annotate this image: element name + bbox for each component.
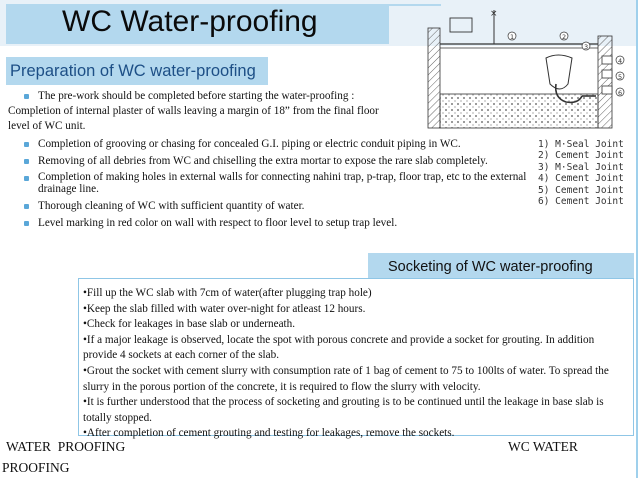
diagram-label-6: 6 bbox=[618, 89, 623, 97]
diagram-label-4: 4 bbox=[618, 57, 623, 65]
socket-step: •If a major leakage is observed, locate the spot with porous concrete and provide a socket for grouting. In addition provide 4 sockets at each corner of the slab. bbox=[83, 333, 595, 362]
joint-item: 2) Cement Joint bbox=[538, 150, 624, 162]
svg-text:×: × bbox=[490, 9, 498, 19]
joint-item: 3) M·Seal Joint bbox=[538, 161, 624, 173]
footer-wrap: PROOFING bbox=[2, 460, 70, 475]
slide-title: WC Water-proofing bbox=[62, 5, 318, 38]
socket-step: •It is further understood that the process of socketing and grouting is to be continued until the leakage in base slab is totally stopped. bbox=[83, 396, 604, 424]
cistern bbox=[450, 18, 472, 32]
diagram-label-3: 3 bbox=[584, 43, 589, 51]
socket-step: •After completion of cement grouting and testing for leakages, remove the sockets. bbox=[83, 427, 455, 440]
bullet-item: Level marking in red color on wall with respect to floor level to setup trap level. bbox=[8, 216, 528, 231]
socket-step: •Fill up the WC slab with 7cm of water(after plugging trap hole) bbox=[83, 287, 372, 299]
bullet-item: Completion of making holes in external walls for connecting nahini trap, p-trap, floor trap, etc to the external drainage line. bbox=[8, 171, 528, 197]
joint-item: 6) Cement Joint bbox=[538, 196, 624, 208]
footer-left: WATER PROOFING bbox=[6, 439, 126, 454]
plaster-line: Completion of internal plaster of walls leaving a margin of 18” from the final floor bbox=[8, 105, 379, 118]
socket-step: •Check for leakages in base slab or underneath. bbox=[83, 318, 296, 331]
diagram-label-1: 1 bbox=[510, 33, 515, 41]
section-subtitle: Preparation of WC water-proofing bbox=[10, 62, 256, 80]
socket-step: •Grout the socket with cement slurry with consumption rate of 1 bag of cement to 75 to 100lts of water. To spread the slurry in the porous portion of the concrete, it is required to flow the slurry with velocity. bbox=[83, 364, 609, 393]
socketing-heading: Socketing of WC water-proofing bbox=[388, 259, 593, 275]
diagram-label-5: 5 bbox=[618, 73, 623, 81]
intro-bullet: The pre-work should be completed before starting the water-proofing : bbox=[8, 89, 528, 104]
plaster-line-cont: level of WC unit. bbox=[8, 120, 86, 133]
joint-item: 1) M·Seal Joint bbox=[538, 139, 624, 150]
footer-right: WC WATER bbox=[508, 439, 578, 454]
right-wall bbox=[598, 36, 612, 128]
joint-item: 5) Cement Joint bbox=[538, 184, 624, 196]
joint-item: 4) Cement Joint bbox=[538, 173, 624, 185]
socketing-body bbox=[83, 286, 631, 442]
bullet-item: Completion of grooving or chasing for concealed G.I. piping or electric conduit piping in WC. bbox=[8, 137, 528, 152]
diagram-label-2: 2 bbox=[562, 33, 567, 41]
bullet-item: Removing of all debries from WC and chiselling the extra mortar to expose the rare slab completely. bbox=[8, 154, 528, 169]
socket-step: •Keep the slab filled with water over-night for atleast 12 hours. bbox=[83, 302, 366, 315]
preparation-body bbox=[8, 89, 528, 231]
wc-pan bbox=[546, 55, 572, 89]
bullet-item: Thorough cleaning of WC with sufficient quantity of water. bbox=[8, 199, 528, 214]
joint-legend bbox=[538, 139, 624, 207]
